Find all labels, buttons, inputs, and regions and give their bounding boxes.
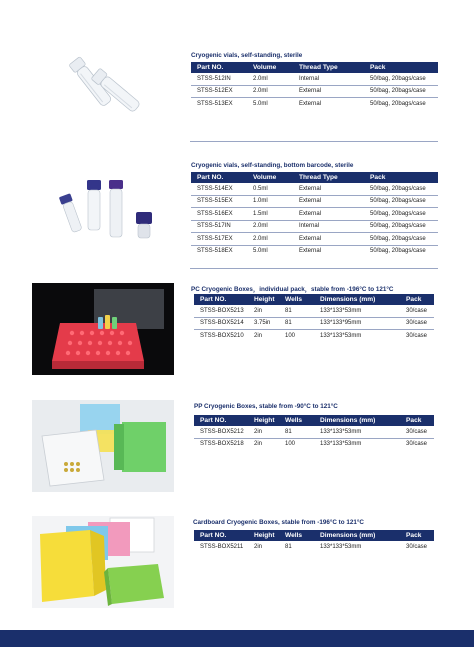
pc-box-photo [32, 283, 174, 375]
cell: STSS-BOX5213 [194, 305, 248, 317]
cell: 30/case [400, 317, 434, 330]
cell: 5.0ml [253, 248, 268, 255]
col-header: Dimensions (mm) [314, 294, 400, 305]
section-title-cardboard-boxes: Cardboard Cryogenic Boxes, stable from -196°C to 121°C [193, 519, 364, 526]
cell: External [293, 233, 364, 246]
cell: 5.0ml [253, 100, 268, 107]
section-divider [190, 141, 438, 142]
col-header: Volume [247, 172, 293, 183]
cell: 3.75in [248, 317, 279, 330]
cell: 133*133*53mm [314, 305, 400, 317]
col-header: Part NO. [194, 530, 248, 541]
cell: 100 [285, 441, 296, 448]
cell: 2in [248, 305, 279, 317]
cell: 81 [279, 317, 314, 330]
section-title-vials-sterile: Cryogenic vials, self-standing, sterile [191, 52, 303, 59]
cell: 2.0ml [247, 233, 293, 246]
table-row [194, 426, 434, 438]
cell: 50/bag, 20bags/case [364, 208, 438, 221]
cell: 50/bag, 20bags/case [364, 85, 438, 98]
cell: 81 [285, 543, 292, 550]
cell: 50/bag, 20bags/case [364, 73, 438, 85]
cell: External [299, 248, 322, 255]
spec-table-cardboard-boxes [194, 530, 434, 553]
cell: STSS-512IN [191, 73, 247, 85]
cell: 2in [254, 441, 263, 448]
cell: Internal [293, 220, 364, 233]
col-header: Part NO. [194, 294, 248, 305]
cell: 100 [285, 332, 296, 339]
cell: STSS-516EX [191, 208, 247, 221]
vials-photo-1 [32, 42, 174, 128]
col-header: Wells [279, 530, 314, 541]
cell: STSS-518EX [197, 248, 233, 255]
cell: 2in [254, 543, 263, 550]
table-row [191, 183, 438, 195]
col-header: Pack [400, 415, 434, 426]
pp-box-photo [32, 400, 174, 492]
spec-table-pc-boxes [194, 294, 434, 342]
table-row [191, 208, 438, 221]
cell: 50/bag, 20bags/case [364, 195, 438, 208]
table-header-row [191, 62, 438, 73]
cell: 50/bag, 20bags/case [364, 183, 438, 195]
col-header: Dimensions (mm) [314, 415, 400, 426]
table-header-row [191, 172, 438, 183]
cell: STSS-BOX5214 [194, 317, 248, 330]
cell: External [293, 208, 364, 221]
spec-table-pp-boxes [194, 415, 434, 450]
col-header: Dimensions (mm) [314, 530, 400, 541]
cell: 2in [248, 426, 279, 438]
col-header: Height [248, 530, 279, 541]
cell: 0.5ml [247, 183, 293, 195]
cell: 133*133*53mm [320, 332, 362, 339]
cell: 133*133*53mm [320, 441, 362, 448]
cell: 50/bag, 20bags/case [364, 220, 438, 233]
cell: 81 [279, 305, 314, 317]
footer-bar [0, 630, 474, 647]
col-header: Part NO. [194, 415, 248, 426]
cell: 50/bag, 20bags/case [364, 233, 438, 246]
cell: STSS-BOX5211 [200, 543, 244, 550]
table-row [191, 220, 438, 233]
table-row [194, 305, 434, 317]
col-header: Thread Type [293, 62, 364, 73]
col-header: Volume [247, 62, 293, 73]
table-row [191, 195, 438, 208]
table-row [194, 438, 434, 450]
cell: 30/case [400, 426, 434, 438]
table-row [194, 330, 434, 342]
cell: STSS-514EX [191, 183, 247, 195]
col-header: Wells [279, 294, 314, 305]
table-row [191, 233, 438, 246]
table-row [194, 541, 434, 553]
table-row [191, 245, 438, 257]
cell: STSS-BOX5212 [194, 426, 248, 438]
table-row [194, 317, 434, 330]
cell: 81 [279, 426, 314, 438]
col-header: Thread Type [293, 172, 364, 183]
cell: 2.0ml [247, 220, 293, 233]
col-header: Height [248, 294, 279, 305]
vials-photo-2 [32, 166, 174, 256]
table-header-row [194, 530, 434, 541]
cell: STSS-BOX5210 [200, 332, 244, 339]
cell: External [299, 100, 322, 107]
col-header: Part NO. [191, 172, 247, 183]
cell: 2.0ml [247, 73, 293, 85]
section-title-pc-boxes: PC Cryogenic Boxes，individual pack，stable from -196°C to 121°C [191, 286, 394, 293]
cell: 30/case [406, 543, 428, 550]
cell: STSS-517EX [191, 233, 247, 246]
section-title-pp-boxes: PP Cryogenic Boxes, stable from -90°C to 121°C [194, 403, 338, 410]
section-title-vials-barcode: Cryogenic vials, self-standing, bottom barcode, sterile [191, 162, 354, 169]
table-row [191, 85, 438, 98]
cell: External [293, 195, 364, 208]
cell: 1.5ml [247, 208, 293, 221]
col-header: Pack [400, 530, 434, 541]
col-header: Pack [364, 62, 438, 73]
spec-table-vials-barcode [191, 172, 438, 257]
section-divider [190, 268, 438, 269]
cell: 1.0ml [247, 195, 293, 208]
col-header: Pack [364, 172, 438, 183]
cell: 30/case [400, 305, 434, 317]
cell: 133*133*53mm [320, 543, 362, 550]
cell: 30/case [406, 332, 428, 339]
table-header-row [194, 415, 434, 426]
cell: STSS-515EX [191, 195, 247, 208]
cell: STSS-512EX [191, 85, 247, 98]
cell: 133*133*53mm [314, 426, 400, 438]
cell: 2in [254, 332, 263, 339]
col-header: Pack [400, 294, 434, 305]
cell: 50/bag, 20bags/case [370, 248, 426, 255]
cell: STSS-BOX5218 [200, 441, 244, 448]
cardboard-box-photo [32, 516, 174, 608]
table-row [191, 98, 438, 110]
table-header-row [194, 294, 434, 305]
cell: External [293, 85, 364, 98]
col-header: Wells [279, 415, 314, 426]
cell: Internal [293, 73, 364, 85]
table-row [191, 73, 438, 85]
col-header: Part NO. [191, 62, 247, 73]
cell: 30/case [406, 441, 428, 448]
cell: 50/bag, 20bags/case [370, 100, 426, 107]
cell: 2.0ml [247, 85, 293, 98]
spec-table-vials-sterile [191, 62, 438, 110]
cell: External [293, 183, 364, 195]
cell: 133*133*95mm [314, 317, 400, 330]
cell: STSS-517IN [191, 220, 247, 233]
cell: STSS-513EX [197, 100, 233, 107]
col-header: Height [248, 415, 279, 426]
